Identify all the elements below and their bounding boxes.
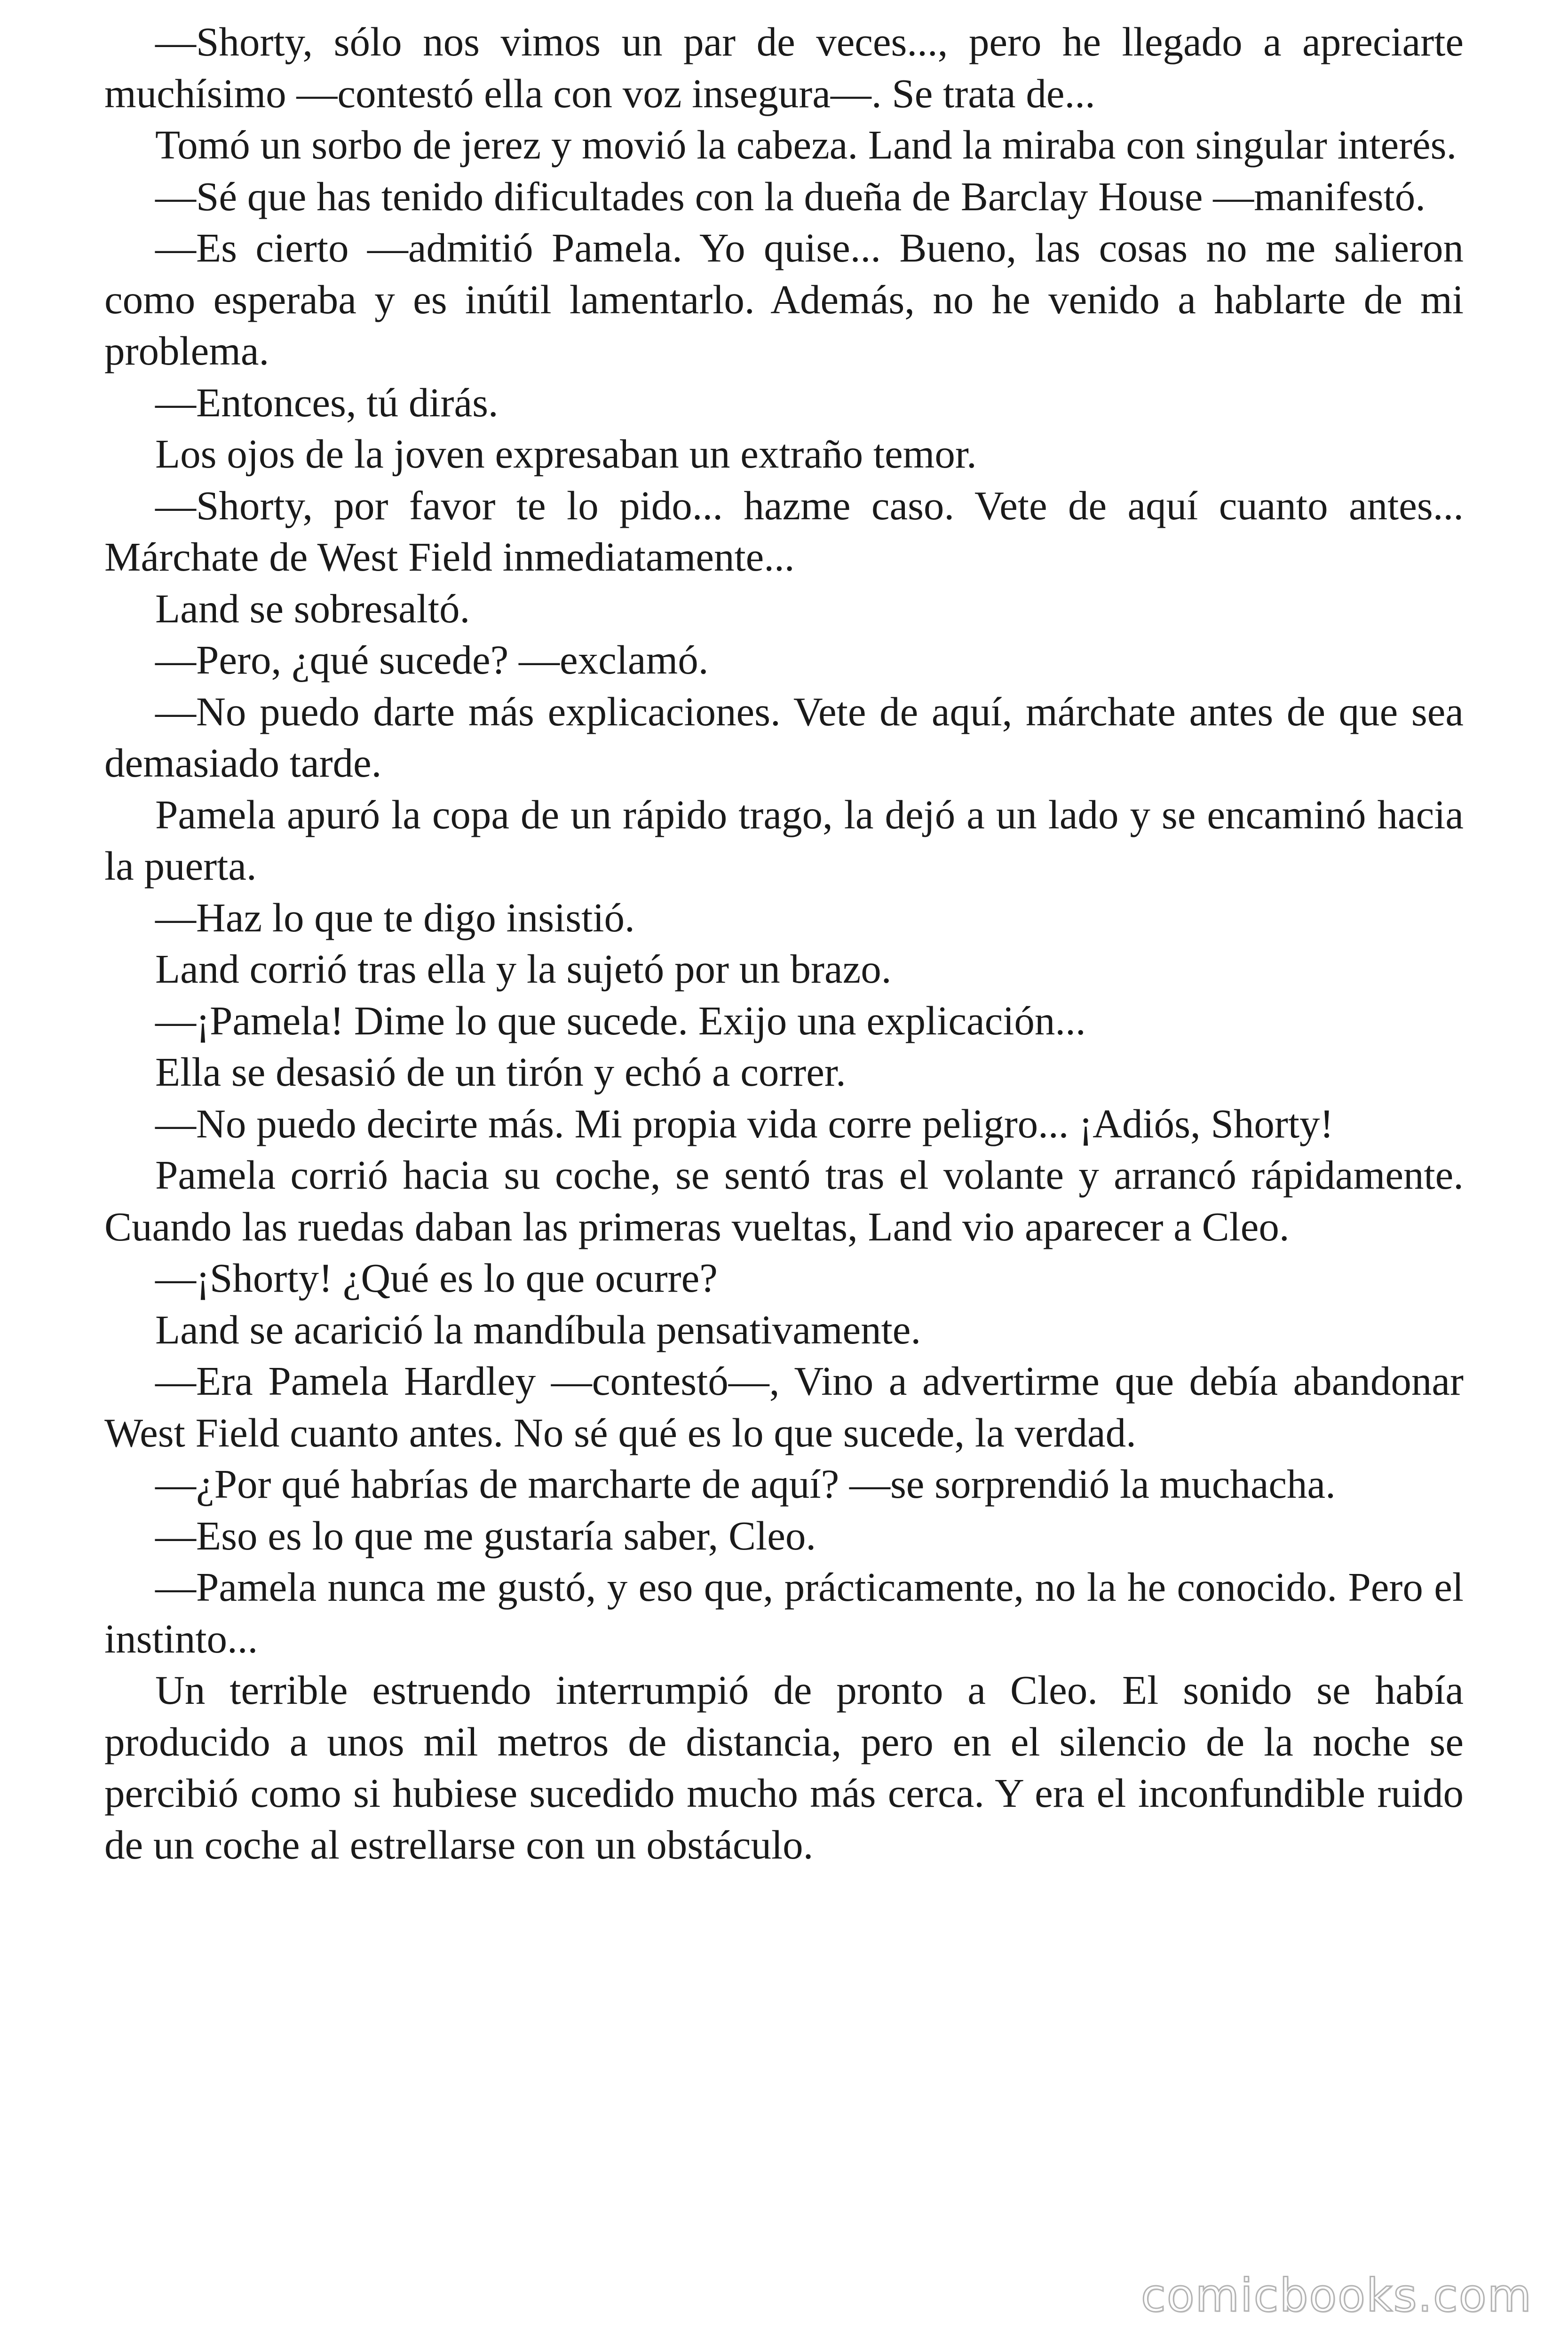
paragraph: —¡Shorty! ¿Qué es lo que ocurre? xyxy=(155,1255,718,1301)
paragraph: Land se acarició la mandíbula pensativamente. xyxy=(155,1306,921,1352)
paragraph: —Sé que has tenido dificultades con la dueña de Barclay House —manifestó. xyxy=(155,173,1426,219)
paragraph: —No puedo decirte más. Mi propia vida corre peligro... ¡Adiós, Shorty! xyxy=(155,1100,1334,1146)
paragraph: Ella se desasió de un tirón y echó a correr. xyxy=(155,1049,846,1095)
paragraph: Tomó un sorbo de jerez y movió la cabeza. Land la miraba con singular interés. xyxy=(155,122,1457,167)
watermark-text: comicbooks.com xyxy=(1140,2269,1532,2322)
paragraph: Pamela apuró la copa de un rápido trago, la dejó a un lado y se encaminó hacia la puerta. xyxy=(104,791,1464,889)
paragraph: Land corrió tras ella y la sujetó por un brazo. xyxy=(155,946,892,992)
paragraph: Los ojos de la joven expresaban un extraño temor. xyxy=(155,431,977,477)
paragraph: Pamela corrió hacia su coche, se sentó tras el volante y arrancó rápidamente. Cuando las ruedas daban las primeras vueltas, Land vio aparecer a Cleo. xyxy=(104,1152,1464,1249)
paragraph: —Shorty, sólo nos vimos un par de veces..., pero he llegado a apreciarte muchísimo —contestó ella con voz insegura—. Se trata de... xyxy=(104,19,1464,116)
paragraph: Un terrible estruendo interrumpió de pronto a Cleo. El sonido se había producido a unos mil metros de distancia, pero en el silencio de la noche se percibió como si hubiese sucedido mucho más cerca. Y era el inconfundible ruido de un coche al estrellarse con un obstáculo. xyxy=(104,1667,1464,1867)
paragraph: —Shorty, por favor te lo pido... hazme caso. Vete de aquí cuanto antes... Márchate de West Field inmediatamente... xyxy=(104,482,1464,580)
paragraph: —Era Pamela Hardley —contestó—, Vino a advertirme que debía abandonar West Field cuanto antes. No sé qué es lo que sucede, la verdad. xyxy=(104,1358,1464,1455)
paragraph: Land se sobresaltó. xyxy=(155,585,470,631)
paragraph: —Haz lo que te digo insistió. xyxy=(155,894,635,940)
paragraph: —Es cierto —admitió Pamela. Yo quise... Bueno, las cosas no me salieron como esperaba y es inútil lamentarlo. Además, no he venido a hablarte de mi problema. xyxy=(104,225,1464,373)
paragraph: —¡Pamela! Dime lo que sucede. Exijo una explicación... xyxy=(155,997,1086,1043)
document-body xyxy=(104,16,1464,1870)
paragraph: —¿Por qué habrías de marcharte de aquí? —se sorprendió la muchacha. xyxy=(155,1461,1336,1507)
paragraph: —Pero, ¿qué sucede? —exclamó. xyxy=(155,637,709,683)
paragraph: —Entonces, tú dirás. xyxy=(155,379,499,425)
paragraph: —No puedo darte más explicaciones. Vete de aquí, márchate antes de que sea demasiado tarde. xyxy=(104,688,1464,786)
paragraph: —Eso es lo que me gustaría saber, Cleo. xyxy=(155,1512,816,1558)
paragraph: —Pamela nunca me gustó, y eso que, prácticamente, no la he conocido. Pero el instinto... xyxy=(104,1564,1464,1661)
